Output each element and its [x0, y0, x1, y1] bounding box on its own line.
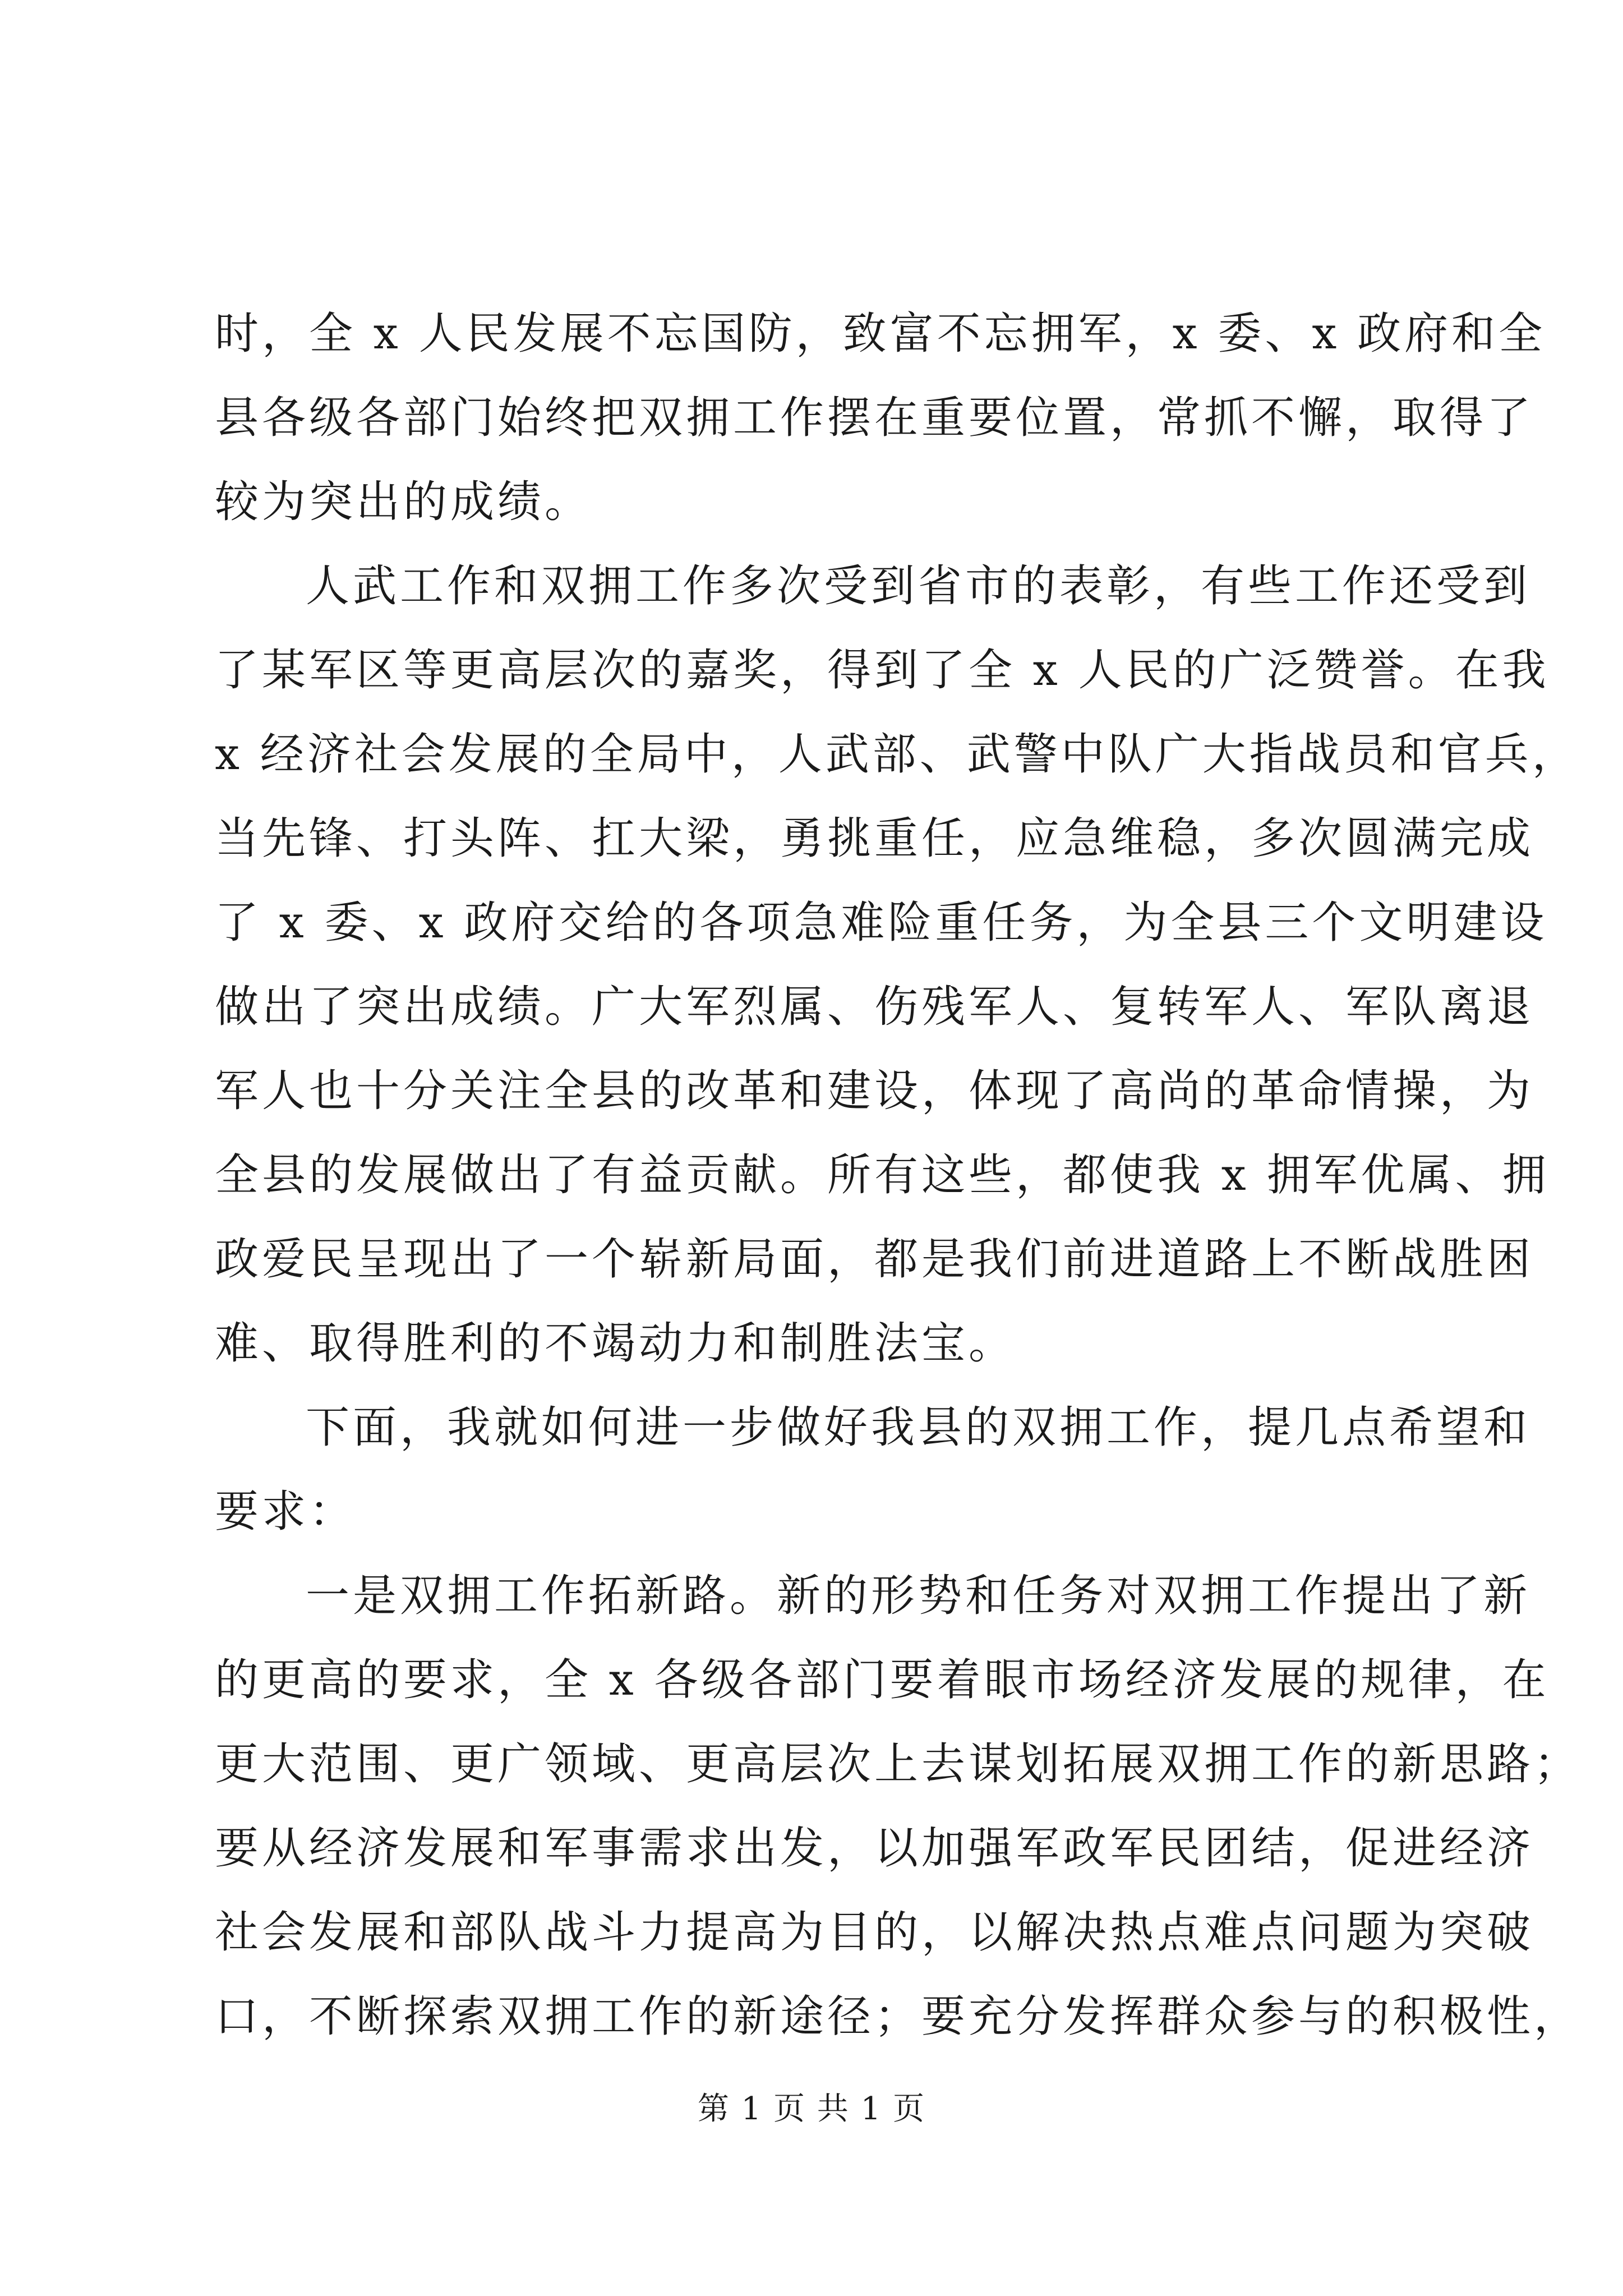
- paragraph-start-line: 下面，我就如何进一步做好我县的双拥工作，提几点希望和: [306, 1402, 1531, 1453]
- text-line: 全县的发展做出了有益贡献。所有这些，都使我 x 拥军优属、拥: [215, 1150, 1550, 1200]
- text-line: 难、取得胜利的不竭动力和制胜法宝。: [215, 1318, 1016, 1369]
- text-line: 要从经济发展和军事需求出发，以加强军政军民团结，促进经济: [215, 1823, 1534, 1874]
- text-line: 时，全 x 人民发展不忘国防，致富不忘拥军，x 委、x 政府和全: [215, 309, 1546, 359]
- text-line: 社会发展和部队战斗力提高为目的，以解决热点难点问题为突破: [215, 1907, 1534, 1958]
- page-footer: 第 1 页 共 1 页: [697, 2091, 926, 2127]
- text-line: 要求：: [215, 1487, 357, 1537]
- text-line: 政爱民呈现出了一个崭新局面，都是我们前进道路上不断战胜困: [215, 1234, 1534, 1285]
- text-line: 了 x 委、x 政府交给的各项急难险重任务，为全县三个文明建设: [215, 898, 1548, 948]
- text-line: 的更高的要求，全 x 各级各部门要着眼市场经济发展的规律，在: [215, 1655, 1550, 1705]
- paragraph-start-line: 一是双拥工作拓新路。新的形势和任务对双拥工作提出了新: [306, 1571, 1531, 1621]
- text-line: x 经济社会发展的全局中，人武部、武警中队广大指战员和官兵，: [215, 729, 1579, 780]
- text-line: 当先锋、打头阵、扛大梁，勇挑重任，应急维稳，多次圆满完成: [215, 813, 1534, 864]
- text-line: 了某军区等更高层次的嘉奖，得到了全 x 人民的广泛赞誉。在我: [215, 645, 1550, 696]
- document-body: [215, 292, 1581, 2059]
- text-line: 口，不断探索双拥工作的新途径；要充分发挥群众参与的积极性，: [215, 1991, 1581, 2042]
- text-line: 县各级各部门始终把双拥工作摆在重要位置，常抓不懈，取得了: [215, 393, 1534, 443]
- text-line: 更大范围、更广领域、更高层次上去谋划拓展双拥工作的新思路；: [215, 1739, 1581, 1789]
- text-line: 军人也十分关注全县的改革和建设，体现了高尚的革命情操，为: [215, 1066, 1534, 1116]
- text-line: 做出了突出成绩。广大军烈属、伤残军人、复转军人、军队离退: [215, 982, 1534, 1032]
- paragraph-start-line: 人武工作和双拥工作多次受到省市的表彰，有些工作还受到: [306, 561, 1531, 611]
- text-line: 较为突出的成绩。: [215, 477, 592, 527]
